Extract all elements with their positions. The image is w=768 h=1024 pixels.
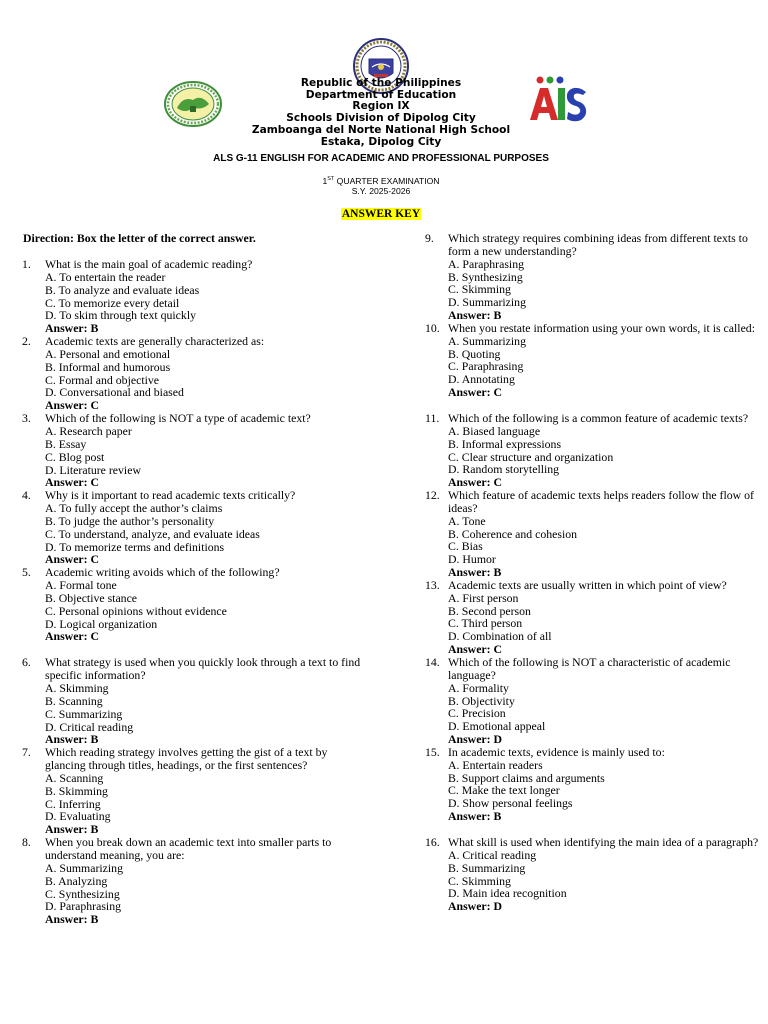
answer-option[interactable]: A. Summarizing [45,860,123,875]
question-item [425,579,761,656]
answer-option[interactable]: D. Logical organization [45,616,158,631]
answer-option[interactable]: C. Synthesizing [45,886,120,901]
answer-key-label: ANSWER KEY [341,208,421,220]
question-number: 12. [425,488,440,503]
correct-answer: Answer: C [448,385,503,400]
answer-option[interactable]: D. Conversational and biased [45,385,184,400]
answer-option[interactable]: C. Precision [448,706,506,721]
answer-option[interactable]: A. Personal and emotional [45,346,171,361]
answer-option[interactable]: B. To judge the author’s personality [45,513,215,528]
header-line-school: Zamboanga del Norte National High School [251,123,511,136]
question-number: 11. [425,410,440,425]
question-text: In academic texts, evidence is mainly used to: [448,744,665,759]
quarter-label: QUARTER EXAMINATION [334,175,440,186]
correct-answer: Answer: B [45,732,99,747]
answer-option[interactable]: A. First person [448,590,519,605]
document-header [0,0,768,230]
answer-option[interactable]: B. To analyze and evaluate ideas [45,282,200,297]
question-item [22,489,362,566]
answer-option[interactable]: D. Evaluating [45,809,111,824]
answer-option[interactable]: D. Humor [448,552,496,567]
question-item [425,836,761,913]
question-number: 4. [22,488,31,503]
answer-option[interactable]: D. To memorize terms and definitions [45,539,225,554]
question-number: 3. [22,411,31,426]
question-item [22,836,362,926]
answer-option[interactable]: A. Biased language [448,423,541,438]
answer-option[interactable]: B. Quoting [448,346,501,361]
answer-key-heading [0,204,762,222]
question-text: Which of the following is a common feature of academic texts? [448,410,749,425]
question-item [425,656,761,746]
question-text: Academic texts are generally characterized as: [45,334,265,349]
question-number: 16. [425,834,440,849]
answer-option[interactable]: C. Formal and objective [45,372,160,387]
answer-option[interactable]: A. Research paper [45,423,132,438]
question-number: 7. [22,745,31,760]
answer-option[interactable]: D. Paraphrasing [45,899,122,914]
answer-option[interactable]: A. To entertain the reader [45,269,166,284]
question-item [425,746,761,823]
answer-option[interactable]: D. Literature review [45,462,141,477]
header-line-division: Schools Division of Dipolog City [286,112,476,125]
question-text: What strategy is used when you quickly look through a text to find specific information? [45,655,361,683]
questions-right-column [425,232,761,913]
question-number: 13. [425,577,440,592]
answer-option[interactable]: D. Random storytelling [448,462,560,477]
question-text: Why is it important to read academic texts critically? [45,488,296,503]
answer-option[interactable]: A. Scanning [45,770,104,785]
answer-option[interactable]: C. Inferring [45,796,101,811]
question-text: Academic writing avoids which of the following? [45,565,280,580]
question-item [22,258,362,335]
correct-answer: Answer: C [448,642,503,657]
correct-answer: Answer: B [45,321,99,336]
question-text: What skill is used when identifying the main idea of a paragraph? [448,834,759,849]
answer-option[interactable]: A. Formal tone [45,578,117,593]
header-lines [0,78,762,148]
quarter-number: 1 [322,175,328,186]
question-number: 5. [22,565,31,580]
quarter-suffix: ST [327,176,335,182]
answer-option[interactable]: C. Skimming [448,282,511,297]
answer-option[interactable]: C. Bias [448,539,483,554]
question-number: 1. [22,257,31,271]
question-text: Which of the following is NOT a type of academic text? [45,411,311,426]
question-item [425,412,761,489]
answer-option[interactable]: D. Critical reading [45,719,134,734]
question-item [425,489,761,579]
answer-option[interactable]: D. To skim through text quickly [45,308,196,323]
answer-option[interactable]: B. Informal expressions [448,436,562,451]
question-text: What is the main goal of academic reading? [45,257,253,271]
answer-option[interactable]: B. Second person [448,603,531,618]
answer-option[interactable]: C. Paraphrasing [448,359,524,374]
question-number: 10. [425,320,440,335]
question-text: Which reading strategy involves getting the gist of a text by glancing through titles, headings, or the first sentences? [45,745,328,773]
question-text: Which strategy requires combining ideas from different texts to form a new understanding? [448,231,748,258]
question-item [22,335,362,412]
answer-option[interactable]: C. Third person [448,616,523,631]
answer-option[interactable]: D. Combination of all [448,629,552,644]
answer-option[interactable]: B. Analyzing [45,873,108,888]
correct-answer: Answer: B [45,822,99,837]
question-text: Which feature of academic texts helps readers follow the flow of ideas? [448,488,754,515]
answer-option[interactable]: A. Critical reading [448,847,537,862]
answer-option[interactable]: B. Essay [45,436,87,451]
answer-option[interactable]: A. Paraphrasing [448,256,525,271]
header-line-republic: Republic of the Philippines [300,77,462,89]
questions-left-column [22,258,362,926]
answer-option[interactable]: B. Skimming [45,783,108,798]
question-text: Academic texts are usually written in which point of view? [448,577,727,592]
answer-option[interactable]: B. Objectivity [448,693,515,708]
question-text: When you restate information using your own words, it is called: [448,320,755,335]
correct-answer: Answer: D [448,899,503,914]
correct-answer: Answer: B [448,308,502,323]
answer-option[interactable]: C. Clear structure and organization [448,449,614,464]
answer-option[interactable]: C. Blog post [45,449,105,464]
question-item [425,232,761,322]
correct-answer: Answer: C [45,398,100,413]
header-line-region: Region IX [352,100,410,113]
answer-option[interactable]: D. Emotional appeal [448,719,546,734]
answer-option[interactable]: C. Summarizing [45,706,123,721]
answer-option[interactable]: C. Skimming [448,873,511,888]
answer-option[interactable]: D. Show personal feelings [448,796,573,811]
quarter-info [0,174,762,196]
answer-option[interactable]: D. Annotating [448,372,515,387]
answer-option[interactable]: C. Personal opinions without evidence [45,603,227,618]
header-line-department: Department of Education [305,88,457,101]
answer-option[interactable]: A. Summarizing [448,333,526,348]
correct-answer: Answer: B [45,912,99,927]
answer-option[interactable]: C. Make the text longer [448,783,560,798]
answer-option[interactable]: A. Entertain readers [448,757,543,772]
correct-answer: Answer: C [45,475,100,490]
question-item [22,746,362,836]
correct-answer: Answer: C [448,475,503,490]
answer-option[interactable]: B. Support claims and arguments [448,770,605,785]
answer-option[interactable]: B. Scanning [45,693,103,708]
question-item [425,322,761,399]
answer-option[interactable]: B. Informal and humorous [45,359,171,374]
question-item [22,656,362,746]
direction-text: Direction: Box the letter of the correct answer. [23,231,256,245]
answer-option[interactable]: A. Tone [448,513,486,528]
answer-option[interactable]: A. To fully accept the author’s claims [45,501,223,516]
answer-option[interactable]: B. Coherence and cohesion [448,526,578,541]
question-text: When you break down an academic text into smaller parts to understand meaning, you are: [45,835,332,862]
answer-option[interactable]: C. To understand, analyze, and evaluate ideas [45,526,260,541]
answer-option[interactable]: B. Summarizing [448,860,526,875]
answer-option[interactable]: A. Skimming [45,681,109,695]
correct-answer: Answer: C [45,552,100,567]
question-number: 8. [22,835,31,850]
correct-answer: Answer: B [448,809,502,824]
question-item [22,412,362,489]
school-year: S.Y. 2025-2026 [351,185,411,196]
header-line-address: Estaka, Dipolog City [320,135,442,148]
question-number: 6. [22,655,31,670]
quarter-line [0,174,762,186]
correct-answer: Answer: C [45,629,100,644]
correct-answer: Answer: D [448,732,503,747]
question-number: 2. [22,334,31,349]
question-text: Which of the following is NOT a characteristic of academic language? [448,655,731,682]
answer-option[interactable]: A. Formality [448,680,509,695]
correct-answer: Answer: B [448,565,502,580]
answer-option[interactable]: B. Objective stance [45,590,138,605]
question-number: 15. [425,744,440,759]
question-number: 9. [425,231,434,245]
exam-title: ALS G-11 ENGLISH FOR ACADEMIC AND PROFESSIONAL PURPOSES [213,153,549,164]
answer-option[interactable]: D. Main idea recognition [448,886,567,901]
answer-option[interactable]: D. Summarizing [448,295,526,310]
question-number: 14. [425,655,440,669]
question-item [22,566,362,643]
answer-option[interactable]: B. Synthesizing [448,269,523,284]
answer-option[interactable]: C. To memorize every detail [45,295,180,310]
